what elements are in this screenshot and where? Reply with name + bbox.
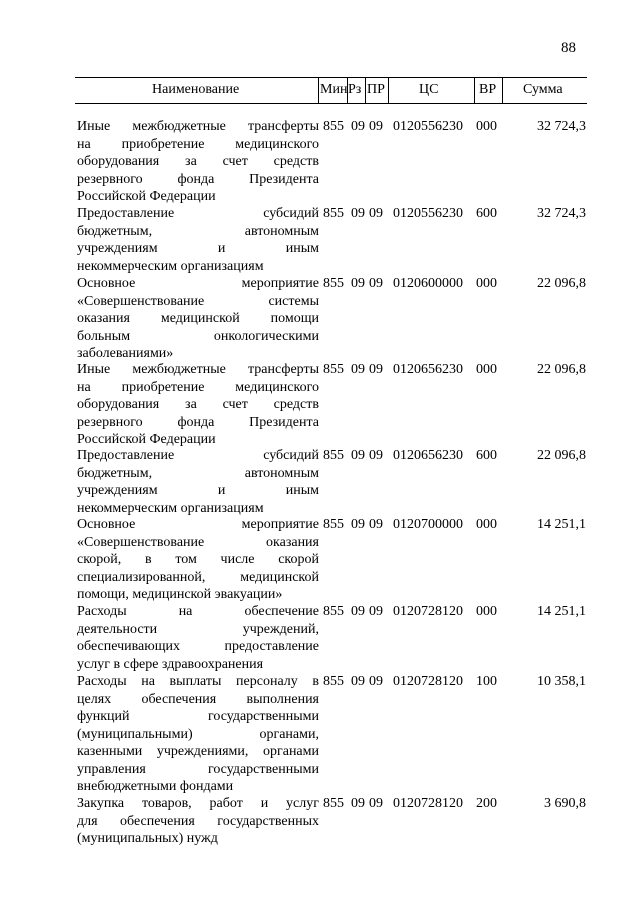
row-rz: 09 bbox=[351, 674, 365, 689]
row-sum: 14 251,1 bbox=[537, 604, 586, 619]
row-sum: 22 096,8 bbox=[537, 448, 586, 463]
row-pr: 09 bbox=[369, 674, 383, 689]
row-rz: 09 bbox=[351, 206, 365, 221]
row-cs: 0120700000 bbox=[393, 517, 463, 532]
row-cs: 0120728120 bbox=[393, 796, 463, 811]
row-vr: 000 bbox=[476, 119, 497, 134]
row-pr: 09 bbox=[369, 796, 383, 811]
header-divider bbox=[388, 77, 389, 104]
row-cs: 0120600000 bbox=[393, 276, 463, 291]
header-divider bbox=[318, 77, 319, 104]
row-cs: 0120656230 bbox=[393, 362, 463, 377]
row-name: Иные межбюджетные трансферты на приобретение медицинского оборудования за счет средств резервного фонда Президента Российской Федерации bbox=[77, 362, 319, 447]
header-cs: ЦС bbox=[419, 82, 439, 97]
row-min: 855 bbox=[323, 517, 344, 532]
row-min: 855 bbox=[323, 604, 344, 619]
row-cs: 0120556230 bbox=[393, 119, 463, 134]
row-sum: 22 096,8 bbox=[537, 362, 586, 377]
row-vr: 000 bbox=[476, 276, 497, 291]
header-min: Мин bbox=[320, 82, 348, 97]
row-name: Закупка товаров, работ и услуг для обеспечения государственных (муниципальных) нужд bbox=[77, 796, 319, 846]
row-min: 855 bbox=[323, 119, 344, 134]
row-rz: 09 bbox=[351, 119, 365, 134]
header-divider bbox=[347, 77, 348, 104]
row-pr: 09 bbox=[369, 448, 383, 463]
row-min: 855 bbox=[323, 362, 344, 377]
row-cs: 0120656230 bbox=[393, 448, 463, 463]
row-cs: 0120728120 bbox=[393, 604, 463, 619]
row-name: Предоставление субсидий бюджетным, автономным учреждениям и иным некоммерческим организациям bbox=[77, 206, 319, 274]
header-divider bbox=[474, 77, 475, 104]
header-divider bbox=[365, 77, 366, 104]
row-vr: 000 bbox=[476, 604, 497, 619]
header-rz: Рз bbox=[348, 82, 362, 97]
row-min: 855 bbox=[323, 276, 344, 291]
row-pr: 09 bbox=[369, 604, 383, 619]
header-name: Наименование bbox=[152, 82, 240, 97]
row-vr: 000 bbox=[476, 517, 497, 532]
row-pr: 09 bbox=[369, 517, 383, 532]
row-sum: 32 724,3 bbox=[537, 119, 586, 134]
row-name: Иные межбюджетные трансферты на приобретение медицинского оборудования за счет средств резервного фонда Президента Российской Федерации bbox=[77, 119, 319, 204]
row-cs: 0120728120 bbox=[393, 674, 463, 689]
header-vr: ВР bbox=[479, 82, 497, 97]
header-divider bbox=[502, 77, 503, 104]
table-header-rule bbox=[75, 103, 587, 104]
row-name: Основное мероприятие «Совершенствование оказания скорой, в том числе скорой специализированной, медицинской помощи, медицинской эвакуации» bbox=[77, 517, 319, 602]
row-vr: 100 bbox=[476, 674, 497, 689]
row-rz: 09 bbox=[351, 517, 365, 532]
row-rz: 09 bbox=[351, 448, 365, 463]
row-pr: 09 bbox=[369, 206, 383, 221]
row-rz: 09 bbox=[351, 796, 365, 811]
row-sum: 22 096,8 bbox=[537, 276, 586, 291]
row-sum: 32 724,3 bbox=[537, 206, 586, 221]
row-rz: 09 bbox=[351, 604, 365, 619]
row-pr: 09 bbox=[369, 119, 383, 134]
row-min: 855 bbox=[323, 206, 344, 221]
row-vr: 000 bbox=[476, 362, 497, 377]
row-sum: 10 358,1 bbox=[537, 674, 586, 689]
table-top-rule bbox=[75, 77, 587, 78]
row-name: Расходы на обеспечение деятельности учреждений, обеспечивающих предоставление услуг в сфере здравоохранения bbox=[77, 604, 319, 672]
page-number: 88 bbox=[561, 40, 576, 56]
row-cs: 0120556230 bbox=[393, 206, 463, 221]
row-min: 855 bbox=[323, 674, 344, 689]
row-sum: 14 251,1 bbox=[537, 517, 586, 532]
row-pr: 09 bbox=[369, 362, 383, 377]
row-name: Предоставление субсидий бюджетным, автономным учреждениям и иным некоммерческим организациям bbox=[77, 448, 319, 516]
row-rz: 09 bbox=[351, 362, 365, 377]
row-name: Основное мероприятие «Совершенствование системы оказания медицинской помощи больным онкологическими заболеваниями» bbox=[77, 276, 319, 361]
row-sum: 3 690,8 bbox=[544, 796, 586, 811]
row-pr: 09 bbox=[369, 276, 383, 291]
header-sum: Сумма bbox=[523, 82, 563, 97]
row-name: Расходы на выплаты персоналу в целях обеспечения выполнения функций государственными (муниципальными) органами, казенными учреждениями, органами управления государственными внебюджетными фондами bbox=[77, 674, 319, 794]
header-pr: ПР bbox=[367, 82, 385, 97]
row-rz: 09 bbox=[351, 276, 365, 291]
row-vr: 200 bbox=[476, 796, 497, 811]
row-min: 855 bbox=[323, 448, 344, 463]
row-vr: 600 bbox=[476, 448, 497, 463]
row-min: 855 bbox=[323, 796, 344, 811]
row-vr: 600 bbox=[476, 206, 497, 221]
